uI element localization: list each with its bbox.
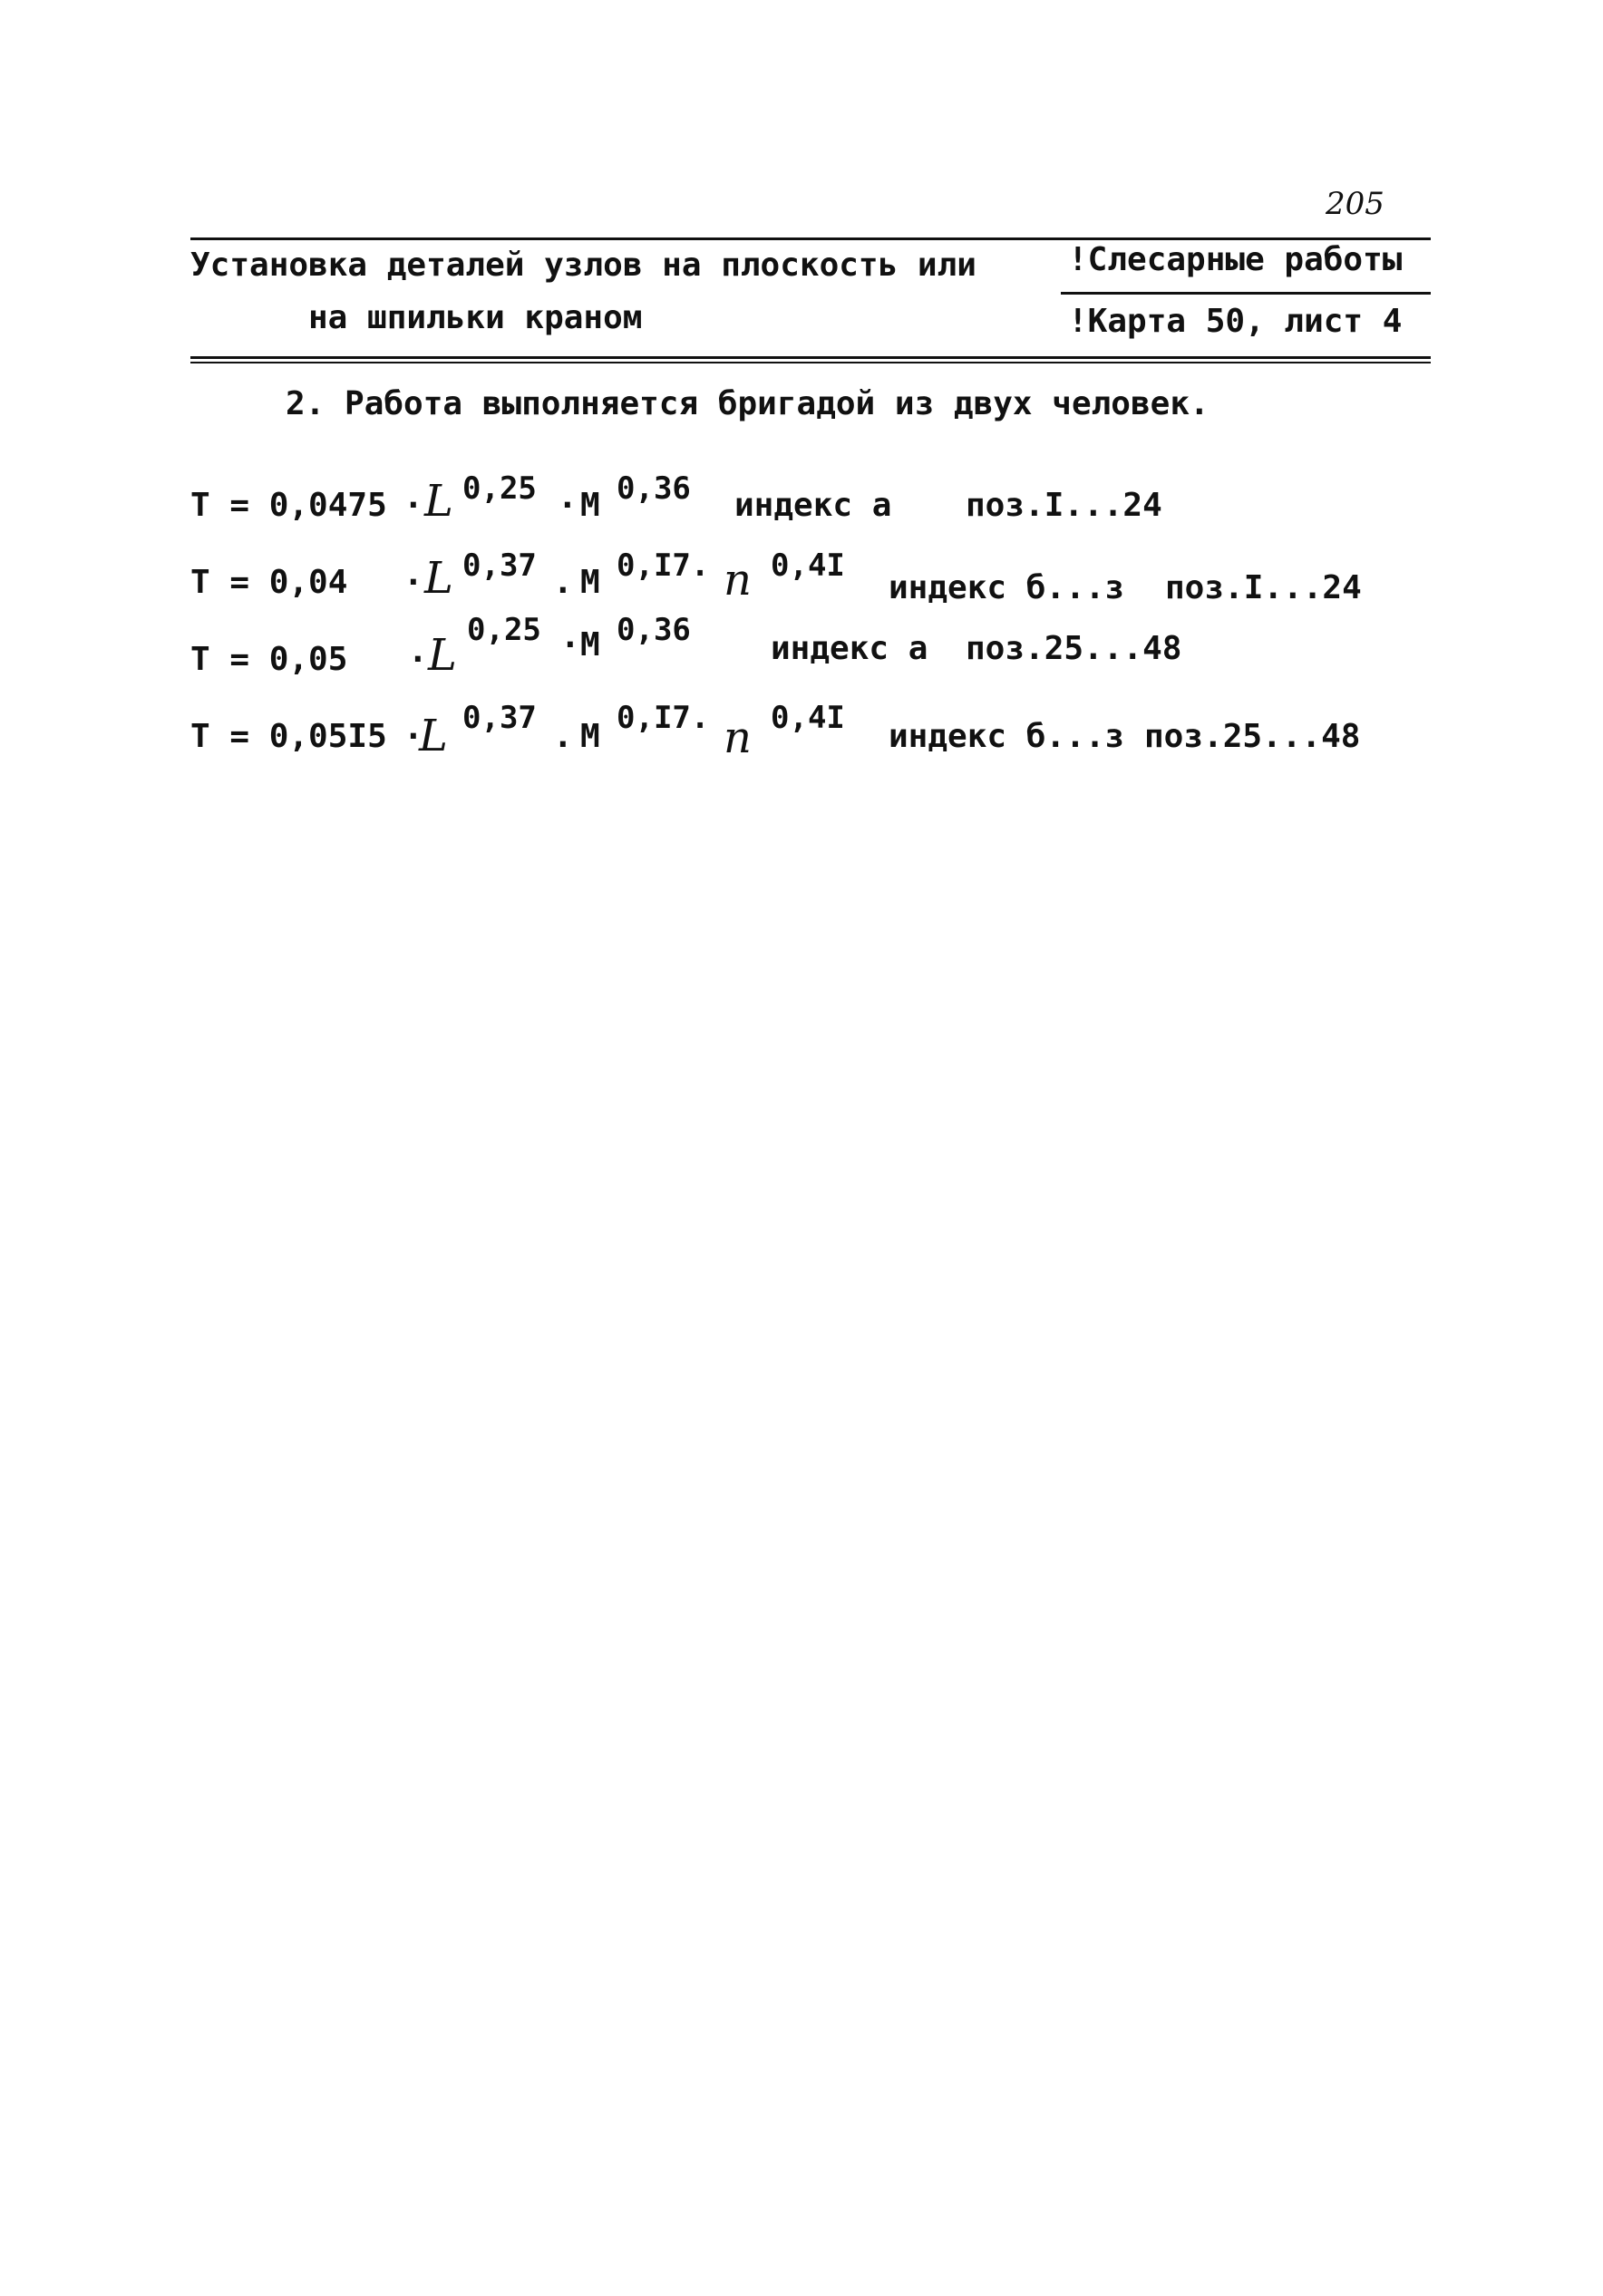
exponent: 0,36 <box>617 612 691 648</box>
header-mid-rule <box>1061 292 1431 295</box>
formula-position: поз.I...24 <box>966 487 1162 524</box>
formula-position: поз.I...24 <box>1165 569 1362 606</box>
header-section: !Слесарные работы <box>1068 241 1403 278</box>
exponent: 0,36 <box>617 470 691 507</box>
exponent: 0,4I <box>771 700 845 736</box>
header-bottom-rule-2 <box>190 362 1431 363</box>
formula-operator: · <box>403 718 423 755</box>
exponent: 0,25 <box>467 612 541 648</box>
formula-lhs: Т = 0,0475 <box>190 487 387 524</box>
exponent: 0,I7. <box>617 547 710 584</box>
formula-operator: · <box>560 626 580 664</box>
formula-index: индекс б...з <box>889 718 1125 755</box>
header-title-line2: на шпильки краном <box>308 299 643 336</box>
formula-lhs: Т = 0,05 <box>190 641 348 678</box>
formula-operator: · <box>403 487 423 524</box>
formula-operator: · <box>403 564 423 601</box>
exponent: 0,37 <box>462 700 537 736</box>
variable-n: n <box>724 712 752 763</box>
variable-l: L <box>424 476 453 527</box>
formula-operator: · <box>558 487 578 524</box>
formula-index: индекс а <box>771 630 928 667</box>
formula-operator: · <box>408 641 428 678</box>
formula-operator: . <box>553 564 573 601</box>
variable-n: n <box>724 555 752 605</box>
header-card: !Карта 50, лист 4 <box>1068 303 1403 340</box>
variable-m: М <box>580 626 600 664</box>
page-number: 205 <box>1326 186 1384 222</box>
header-bottom-rule <box>190 356 1431 359</box>
exponent: 0,25 <box>462 470 537 507</box>
exponent: 0,37 <box>462 547 537 584</box>
header-top-rule <box>190 237 1431 240</box>
variable-l: L <box>424 553 453 604</box>
paragraph: 2. Работа выполняется бригадой из двух человек. <box>286 385 1210 422</box>
header-title-line1: Установка деталей узлов на плоскость или <box>190 247 976 284</box>
formula-position: поз.25...48 <box>966 630 1182 667</box>
variable-m: М <box>580 564 600 601</box>
formula-position: поз.25...48 <box>1144 718 1361 755</box>
variable-l: L <box>419 711 448 761</box>
variable-m: М <box>580 718 600 755</box>
exponent: 0,I7. <box>617 700 710 736</box>
variable-l: L <box>428 630 457 681</box>
formula-index: индекс б...з <box>889 569 1125 606</box>
formula-index: индекс а <box>734 487 892 524</box>
exponent: 0,4I <box>771 547 845 584</box>
formula-operator: . <box>553 718 573 755</box>
variable-m: М <box>580 487 600 524</box>
formula-lhs: Т = 0,05I5 <box>190 718 387 755</box>
formula-lhs: Т = 0,04 <box>190 564 348 601</box>
